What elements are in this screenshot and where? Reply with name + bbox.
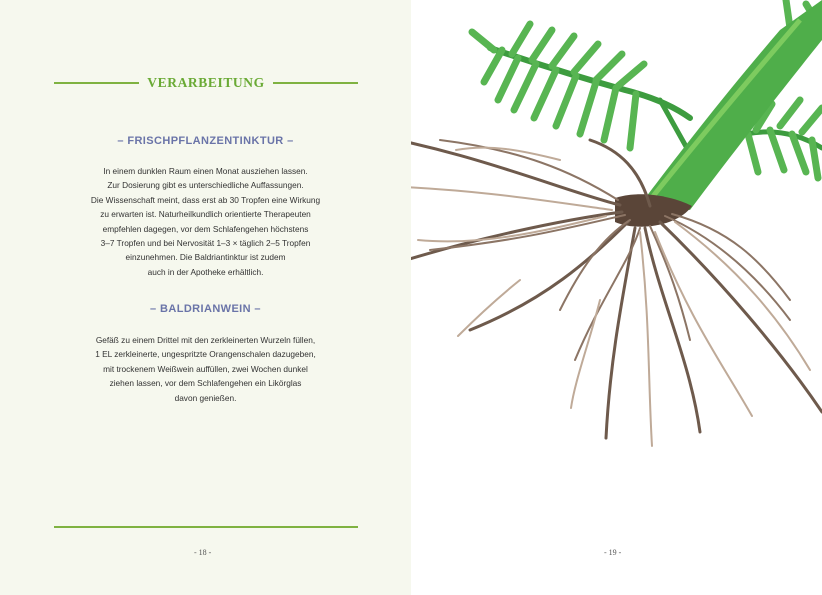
text-line: Gefäß zu einem Drittel mit den zerkleinerten Wurzeln füllen, (95, 335, 316, 345)
bottom-rule (54, 526, 358, 528)
tincture-paragraph (40, 164, 371, 279)
subsection-title-wine: – BALDRIANWEIN – (150, 303, 261, 315)
text-line: Zur Dosierung gibt es unterschiedliche Auffassungen. (107, 180, 304, 191)
wine-paragraph (40, 333, 371, 405)
subsection-title-tincture: – FRISCHPFLANZENTINKTUR – (117, 135, 294, 147)
section-title: VERARBEITUNG (147, 75, 265, 90)
page-number-right: - 19 - (604, 548, 622, 557)
text-line: auch in der Apotheke erhältlich. (147, 266, 264, 277)
text-line: 3–7 Tropfen und bei Nervosität 1–3 × täglich 2–5 Tropfen (100, 238, 311, 249)
text-line: empfehlen dagegen, vor dem Schlafengehen höchstens (102, 223, 309, 234)
text-line: mit trockenem Weißwein auffüllen, zwei Wochen dunkel (103, 363, 308, 374)
heading-rule-right (273, 82, 358, 84)
text-line: davon genießen. (174, 392, 237, 403)
text-line: Die Wissenschaft meint, dass erst ab 30 Tropfen eine Wirkung (90, 194, 321, 205)
text-line: einzunehmen. Die Baldriantinktur ist zudem (125, 252, 286, 263)
section-heading (54, 74, 358, 92)
text-line: ziehen lassen, vor dem Schlafengehen ein Likörglas (109, 378, 302, 389)
text-line: zu erwarten ist. Naturheilkundlich orientierte Therapeuten (100, 209, 311, 220)
text-line: 1 EL zerkleinerte, ungespritzte Orangenschalen dazugeben, (95, 349, 316, 360)
text-line: In einem dunklen Raum einen Monat ausziehen lassen. (103, 166, 308, 176)
valerian-root-watercolor-icon (411, 0, 822, 595)
right-page (411, 0, 822, 595)
page-number-left: - 18 - (194, 548, 212, 557)
heading-rule-left (54, 82, 139, 84)
